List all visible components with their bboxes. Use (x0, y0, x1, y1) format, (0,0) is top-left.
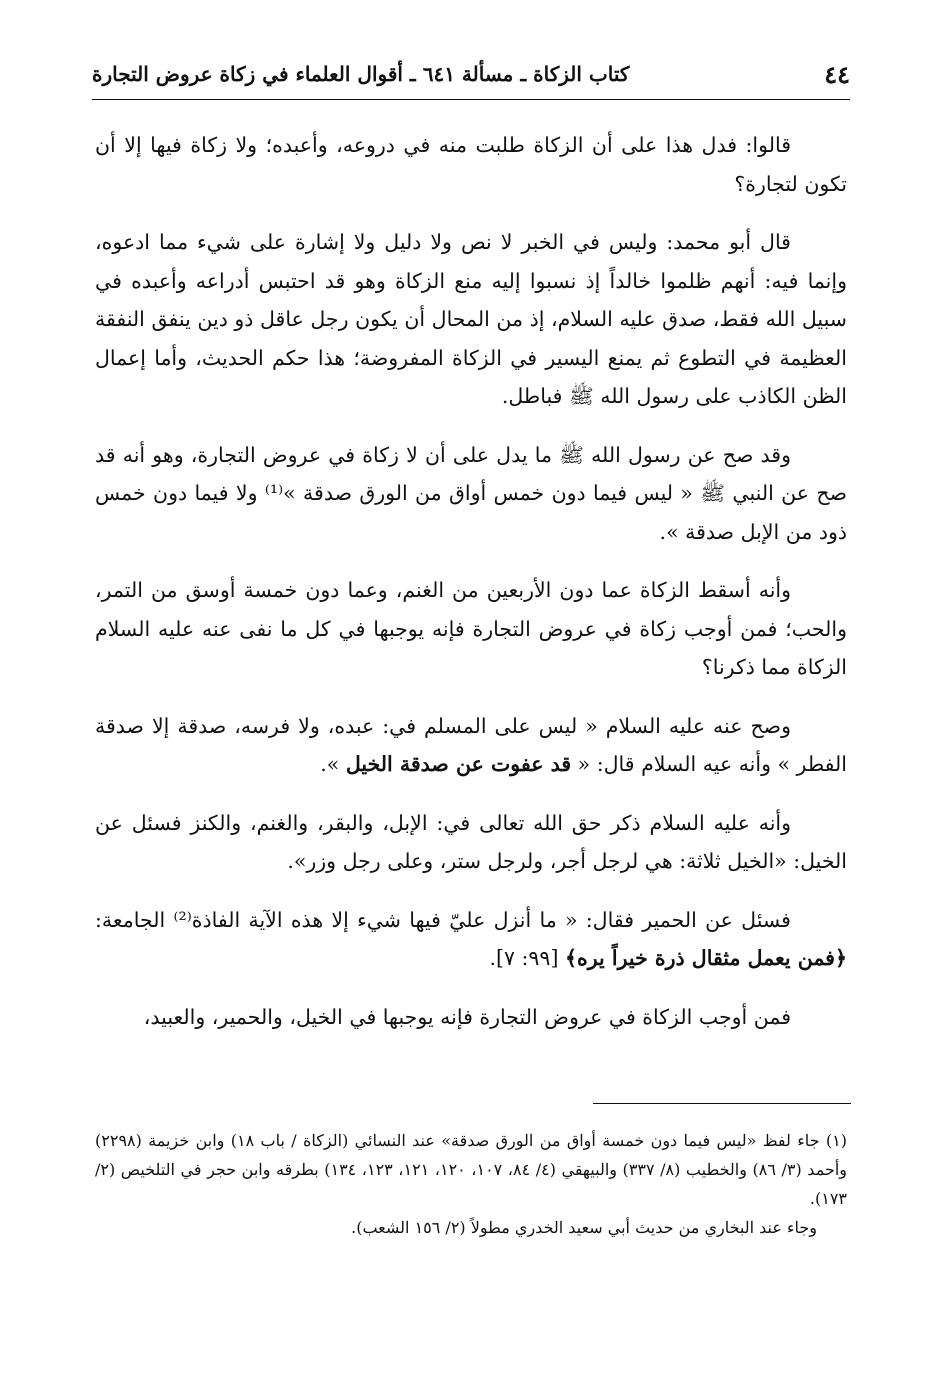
bold-quote: قد عفوت عن صدقة الخيل (345, 752, 572, 776)
paragraph: وأنه عليه السلام ذكر حق الله تعالى في: الإبل، والبقر، والغنم، والكنز فسئل عن الخيل: «الخيل ثلاثة: هي لرجل أجر، ولرجل ستر، وعلى رجل وزر». (95, 810, 847, 873)
footnote-continuation: وجاء عند البخاري من حديث أبي سعيد الخدري مطولاً (٢/ ١٥٦ الشعب). (351, 1218, 817, 1237)
paragraph: وأنه أسقط الزكاة عما دون الأربعين من الغنم، وعما دون خمسة أوسق من التمر، والحب؛ فمن أوجب زكاة في عروض التجارة فإنه يوجبها في كل ما نفى عنه عليه السلام الزكاة مما ذكرنا؟ (95, 578, 847, 679)
header-rule (92, 99, 850, 100)
footnote: (١) جاء لفظ «ليس فيما دون خمسة أواق من الورق صدقة» عند النسائي (الزكاة / باب ١٨) وابن خزيمة (٢٢٩٨) وأحمد (٣/ ٨٦) والخطيب (٨/ ٣٣٧) والبيهقي (٤/ ٨٤، ١٠٧، ١٢٠، ١٢١، ١٢٣، ١٣٤) بطرقه وابن حجر في التلخيص (٢/ ١٧٣). (95, 1131, 848, 1208)
footnote-rule (593, 1103, 851, 1104)
footnotes (95, 1126, 847, 1242)
running-title: كتاب الزكاة ـ مسألة ٦٤١ ـ أقوال العلماء في زكاة عروض التجارة (92, 62, 630, 86)
paragraph: وقد صح عن رسول الله ﷺ ما يدل على أن لا زكاة في عروض التجارة، وهو أنه قد صح عن النبي ﷺ « ليس فيما دون خمس أواق من الورق صدقة »⁽¹⁾ ولا فيما دون خمس ذود من الإبل صدقة ». (95, 442, 847, 544)
paragraph: فسئل عن الحمير فقال: « ما أنزل عليّ فيها شيء إلا هذه الآية الفاذة⁽²⁾ الجامعة: ﴿فمن يعمل مثقال ذرة خيراً يره﴾ [٩٩: ٧]. (95, 907, 847, 970)
page-header (92, 52, 850, 96)
paragraph: وصح عنه عليه السلام « ليس على المسلم في: عبده، ولا فرسه، صدقة إلا صدقة الفطر » وأنه عيه السلام قال: « قد عفوت عن صدقة الخيل ». (95, 713, 847, 776)
quran-verse: ﴿فمن يعمل مثقال ذرة خيراً يره﴾ (564, 946, 847, 970)
paragraph: قالوا: فدل هذا على أن الزكاة طلبت منه في دروعه، وأعبده؛ ولا زكاة فيها إلا أن تكون لتجارة؟ (95, 133, 847, 196)
page-number: ٤٤ (824, 59, 850, 89)
paragraph: قال أبو محمد: وليس في الخبر لا نص ولا دليل ولا إشارة على شيء مما ادعوه، وإنما فيه: أنهم ظلموا خالداً إذ نسبوا إليه منع الزكاة وهو قد احتبس أدراعه وأعبده في سبيل الله فقط، صدق عليه السلام، إذ من المحال أن يكون رجل عاقل ذو دين ينفق النفقة العظيمة في التطوع ثم يمنع اليسير في الزكاة المفروضة؛ هذا حكم الحديث، وأما إعمال الظن الكاذب على رسول الله ﷺ فباطل. (95, 230, 847, 408)
paragraph: فمن أوجب الزكاة في عروض التجارة فإنه يوجبها في الخيل، والحمير، والعبيد، (143, 1004, 791, 1029)
main-text (95, 126, 847, 1056)
